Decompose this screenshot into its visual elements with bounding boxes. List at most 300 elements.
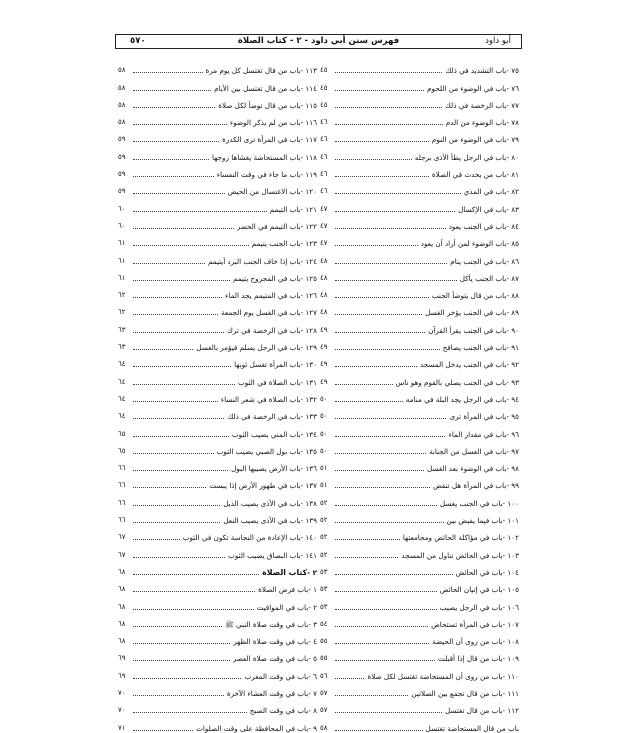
entry-page-number: ٦٥	[118, 446, 126, 455]
entry-page-number: ٤٦	[320, 152, 328, 161]
entry-page-number: ٦١	[118, 256, 126, 265]
entry-title: باب البصاق يصيب الثوب	[228, 550, 301, 560]
entry-title: باب في الجنب يدخل المسجد	[419, 360, 507, 370]
dot-leader	[133, 418, 224, 419]
entry-title: باب الجنب يأكل	[459, 273, 507, 283]
entry-title: باب في مؤاكلة الحائض ومجامعتها	[402, 533, 503, 543]
entry-number: ٩٤ -	[506, 394, 519, 404]
entry-number: ٨٩ -	[506, 308, 519, 318]
entry-number: ٨٤ -	[506, 221, 519, 231]
dot-leader	[335, 574, 453, 575]
index-column-right	[320, 58, 519, 733]
index-entry	[320, 473, 519, 490]
entry-page-number: ٥٢	[320, 550, 328, 559]
index-entry	[118, 369, 317, 386]
entry-page-number: ٦٧	[118, 533, 126, 542]
entry-number: ٨٨ -	[506, 291, 519, 301]
entry-number: ٧٨ -	[506, 118, 519, 128]
dot-leader	[335, 366, 417, 367]
entry-title: باب من روى أن الحيضة	[432, 637, 503, 647]
dot-leader	[335, 470, 424, 471]
entry-number: ٢ -	[307, 567, 317, 577]
entry-title: باب في الرجل يسلم فيؤمر بالغسل	[196, 343, 301, 353]
entry-page-number: ٤٥	[320, 83, 328, 92]
entry-title: باب في الأذى يصيب النعل	[223, 516, 301, 526]
entry-number: ٧٦ -	[506, 83, 519, 93]
entry-page-number: ٦٩	[118, 654, 126, 663]
entry-title: باب في الأذى يصيب الذيل	[223, 498, 301, 508]
entry-title: باب من يحدث في الصلاة	[431, 170, 507, 180]
dot-leader	[133, 384, 235, 385]
dot-leader	[133, 228, 234, 229]
dot-leader	[335, 314, 422, 315]
entry-title: باب من قال تغتسل بين الأيام	[214, 83, 301, 93]
entry-number: ١٤١ -	[300, 550, 317, 560]
entry-number: ١٢٩ -	[300, 343, 317, 353]
index-entry	[320, 456, 519, 473]
entry-page-number: ٤٨	[320, 256, 328, 265]
index-entry	[118, 421, 317, 438]
entry-title: باب من قال يتوضأ الجنب	[431, 291, 507, 301]
dot-leader	[335, 626, 428, 627]
entry-title: باب الصلاة في الثوب	[237, 377, 301, 387]
entry-number: ٦ -	[308, 671, 317, 681]
index-entry	[118, 490, 317, 507]
entry-number: ١٢٧ -	[300, 308, 317, 318]
dot-leader	[335, 522, 444, 523]
entry-title: باب في الجنب يصلي بالقوم وهو ناس	[395, 377, 507, 387]
entry-title: باب في المحافظة على وقت الصلوات	[196, 723, 309, 733]
entry-number: ١٢٨ -	[300, 325, 317, 335]
entry-title: باب في مقدار الماء	[448, 429, 507, 439]
entry-page-number: ٤٥	[320, 100, 328, 109]
index-entry	[320, 629, 519, 646]
entry-title: باب في الرخصة في ذلك	[227, 412, 301, 422]
entry-title: باب في المتيمم يجد الماء	[225, 291, 301, 301]
dot-leader	[133, 695, 224, 696]
index-entry	[118, 715, 317, 732]
entry-number: ١٠٠ -	[502, 498, 519, 508]
entry-page-number: ٥٨	[118, 118, 126, 127]
entry-number: ٧ -	[308, 688, 317, 698]
entry-title: باب في وقت صلاة الظهر	[233, 637, 309, 647]
entry-page-number: ٦٧	[118, 550, 126, 559]
index-entry	[320, 93, 519, 110]
entry-number: ٢ -	[308, 602, 317, 612]
entry-title: باب من قال توضأ لكل صلاة	[218, 100, 301, 110]
entry-page-number: ٤٦	[320, 135, 328, 144]
entry-title: باب في الوضوء من النوم	[431, 135, 507, 145]
entry-number: ٩٦ -	[506, 429, 519, 439]
entry-number: ١٠١ -	[502, 516, 519, 526]
index-entry	[320, 162, 519, 179]
entry-title: باب من قال تغتسل كل يوم مرة	[205, 66, 301, 76]
entry-number: ١٣٩ -	[300, 516, 317, 526]
dot-leader	[133, 124, 227, 125]
entry-number: ١١٤ -	[300, 83, 317, 93]
entry-title: باب من قال تغتسل	[445, 706, 503, 716]
entry-number: ١٣٧ -	[300, 481, 317, 491]
entry-title: باب فيما يفيض بين	[446, 516, 503, 526]
dot-leader	[335, 141, 429, 142]
entry-title: باب في المرأة ترى الكدرة	[222, 135, 301, 145]
dot-leader	[133, 557, 225, 558]
entry-title: باب الرخصة في ذلك	[445, 100, 507, 110]
entry-number: ٨٧ -	[506, 273, 519, 283]
index-entry	[118, 300, 317, 317]
entry-page-number: ٥٠	[320, 412, 328, 421]
index-entry	[320, 248, 519, 265]
entry-number: ١١٠ -	[502, 671, 519, 681]
index-entry	[118, 214, 317, 231]
entry-title: باب في المجروح يتيمم	[232, 273, 301, 283]
entry-page-number: ٤٥	[320, 66, 328, 75]
index-entry	[118, 75, 317, 92]
dot-leader	[335, 609, 437, 610]
dot-leader	[335, 72, 442, 73]
entry-number: ١١٨ -	[300, 152, 317, 162]
entry-title: باب في الجنب يؤخر الغسل	[425, 308, 507, 318]
dot-leader	[133, 712, 247, 713]
dot-leader	[133, 470, 228, 471]
entry-number: ١٢٤ -	[300, 256, 317, 266]
entry-title: باب في وقت صلاة النبي ﷺ	[225, 619, 309, 629]
entry-title: باب في الرجل يطأ الأذى برجله	[414, 152, 507, 162]
entry-number: ١٢٥ -	[300, 273, 317, 283]
entry-page-number: ٤٩	[320, 325, 328, 334]
entry-number: ٧٩ -	[506, 135, 519, 145]
dot-leader	[335, 384, 393, 385]
entry-page-number: ٥٥	[320, 637, 328, 646]
entry-page-number: ٦٥	[118, 429, 126, 438]
entry-title: باب الوضوء من الدم	[445, 118, 507, 128]
header-page-number: ٥٧٠	[130, 36, 146, 46]
index-entry	[118, 473, 317, 490]
entry-title: باب في الغسل يوم الجمعة	[221, 308, 301, 318]
entry-title: باب في الحائض	[455, 567, 503, 577]
dot-leader	[133, 211, 267, 212]
entry-page-number: ٥٦	[320, 671, 328, 680]
dot-leader	[133, 539, 180, 540]
entry-page-number: ٦٣	[118, 343, 126, 352]
entry-title: باب في الوضوء من اللحوم	[427, 83, 507, 93]
dot-leader	[335, 539, 400, 540]
entry-number: ١٣٦ -	[300, 464, 317, 474]
dot-leader	[133, 263, 205, 264]
dot-leader	[133, 366, 231, 367]
index-entry	[320, 698, 519, 715]
entry-number: ١٣٢ -	[300, 394, 317, 404]
entry-number: ١٣٣ -	[300, 412, 317, 422]
dot-leader	[133, 193, 225, 194]
entry-title: باب في طهور الأرض إذا يبست	[209, 481, 301, 491]
entry-title: باب الاغتسال من الحيض	[227, 187, 301, 197]
entry-page-number: ٦٨	[118, 585, 126, 594]
dot-leader	[133, 401, 218, 402]
dot-leader	[133, 574, 259, 575]
entry-title: باب في المرأة تستحاض	[431, 619, 503, 629]
index-entry	[118, 144, 317, 161]
index-entry	[118, 179, 317, 196]
dot-leader	[133, 280, 230, 281]
entry-page-number: ٧٠	[118, 706, 126, 715]
index-entry	[118, 594, 317, 611]
index-entry	[320, 144, 519, 161]
entry-number: ١٠٩ -	[502, 654, 519, 664]
dot-leader	[133, 72, 203, 73]
index-entry	[118, 110, 317, 127]
dot-leader	[335, 712, 442, 713]
entry-title: باب في الجنب يغسل	[439, 498, 503, 508]
entry-title: باب في وقت المغرب	[244, 671, 309, 681]
entry-number: ١٣٤ -	[300, 429, 317, 439]
entry-number: ٩٩ -	[506, 481, 519, 491]
entry-number: ١٣٥ -	[300, 446, 317, 456]
index-entry	[320, 369, 519, 386]
index-entry	[320, 214, 519, 231]
entry-number: ٣ -	[308, 619, 317, 629]
index-entry	[320, 542, 519, 559]
entry-number: ١٠٧ -	[502, 619, 519, 629]
entry-title: باب من قال تجمع بين الصلاتين	[411, 688, 503, 698]
index-entry	[118, 439, 317, 456]
entry-page-number: ٥٨	[320, 723, 328, 732]
entry-title: باب في الجنب يعود	[448, 221, 507, 231]
entry-number: ٥ -	[308, 654, 317, 664]
dot-leader	[335, 487, 430, 488]
entry-number: ١١٣ -	[300, 66, 317, 76]
entry-page-number: ٦٨	[118, 619, 126, 628]
entry-number: ١٠٨ -	[502, 637, 519, 647]
entry-title: باب في وقت الصبح	[249, 706, 309, 716]
entry-page-number: ٦٨	[118, 637, 126, 646]
entry-page-number: ٥٣	[320, 602, 328, 611]
entry-title: باب من قال المستحاضة تغتسل	[425, 723, 519, 733]
entry-page-number: ٦٨	[118, 602, 126, 611]
dot-leader	[133, 453, 214, 454]
index-entry	[118, 629, 317, 646]
entry-page-number: ٥٨	[118, 100, 126, 109]
entry-number: ٨٦ -	[506, 256, 519, 266]
dot-leader	[335, 245, 418, 246]
index-entry	[320, 179, 519, 196]
entry-page-number: ٥١	[320, 481, 328, 490]
dot-leader	[133, 90, 211, 91]
entry-page-number: ٦٤	[118, 360, 126, 369]
dot-leader	[335, 418, 446, 419]
entry-title: باب ما جاء في وقت النفساء	[216, 170, 301, 180]
index-entry	[320, 421, 519, 438]
entry-title: باب في الرجل يصيب	[439, 602, 503, 612]
entry-page-number: ٥٢	[320, 498, 328, 507]
index-entry	[320, 231, 519, 248]
entry-page-number: ٤٨	[320, 291, 328, 300]
entry-title: باب في الرخصة في ترك	[226, 325, 301, 335]
entry-title: باب في المواقيت	[256, 602, 309, 612]
dot-leader	[133, 678, 241, 679]
index-entry	[320, 646, 519, 663]
entry-page-number: ٤٦	[320, 118, 328, 127]
entry-title: باب في الحائض تناول من المسجد	[401, 550, 503, 560]
index-entry	[118, 387, 317, 404]
dot-leader	[335, 159, 412, 160]
entry-number: ٩ -	[308, 723, 317, 733]
entry-number: ١٠٥ -	[502, 585, 519, 595]
entry-page-number: ٦٤	[118, 412, 126, 421]
dot-leader	[335, 90, 424, 91]
entry-title: باب في الجنب يصافح	[442, 343, 507, 353]
entry-title: باب من لم يذكر الوضوء	[229, 118, 301, 128]
entry-page-number: ٥٩	[118, 187, 126, 196]
entry-page-number: ٥٣	[320, 567, 328, 576]
entry-number: ١١٩ -	[300, 170, 317, 180]
index-entry	[320, 439, 519, 456]
dot-leader	[133, 314, 218, 315]
dot-leader	[133, 643, 230, 644]
entry-number: ٧٥ -	[506, 66, 519, 76]
entry-page-number: ٦٩	[118, 671, 126, 680]
entry-page-number: ٤٧	[320, 239, 328, 248]
entry-number: ١١٦ -	[300, 118, 317, 128]
entry-page-number: ٤٧	[320, 221, 328, 230]
index-entry	[320, 352, 519, 369]
dot-leader	[335, 730, 423, 731]
entry-number: ٩٨ -	[506, 464, 519, 474]
index-entry	[118, 542, 317, 559]
entry-title: باب الصلاة في شعر النساء	[220, 394, 301, 404]
entry-page-number: ٦٢	[118, 308, 126, 317]
entry-page-number: ٦٨	[118, 567, 126, 576]
index-entry	[118, 248, 317, 265]
entry-page-number: ٥٣	[320, 585, 328, 594]
index-entry	[320, 266, 519, 283]
index-entry	[320, 612, 519, 629]
entry-number: ١٢٣ -	[300, 239, 317, 249]
dot-leader	[133, 505, 220, 506]
entry-page-number: ٥٨	[118, 66, 126, 75]
index-entry	[118, 317, 317, 334]
entry-title: باب فرض الصلاة	[258, 585, 309, 595]
entry-title: باب المستحاضة يغشاها زوجها	[212, 152, 301, 162]
entry-page-number: ٧١	[118, 723, 126, 732]
index-entry	[320, 560, 519, 577]
entry-number: ٩٣ -	[506, 377, 519, 387]
entry-title: باب من روى أن المستحاضة تغتسل لكل صلاة	[367, 671, 503, 681]
entry-page-number: ٤٩	[320, 360, 328, 369]
entry-page-number: ٤٧	[320, 204, 328, 213]
entry-page-number: ٥٨	[118, 83, 126, 92]
entry-title: باب في إتيان الحائض	[439, 585, 503, 595]
dot-leader	[133, 436, 229, 437]
index-entry	[320, 196, 519, 213]
entry-number: ١٠٤ -	[502, 567, 519, 577]
index-entry	[118, 577, 317, 594]
dot-leader	[133, 107, 215, 108]
dot-leader	[335, 107, 442, 108]
index-entry	[118, 508, 317, 525]
entry-number: ١ -	[308, 585, 317, 595]
dot-leader	[335, 436, 445, 437]
entry-page-number: ٦٤	[118, 394, 126, 403]
entry-page-number: ٥٩	[118, 170, 126, 179]
index-entry	[118, 404, 317, 421]
dot-leader	[335, 678, 364, 679]
entry-number: ١١٧ -	[300, 135, 317, 145]
entry-number: ٧٧ -	[506, 100, 519, 110]
dot-leader	[335, 401, 403, 402]
index-entry	[118, 127, 317, 144]
entry-number: ١١٥ -	[300, 100, 317, 110]
dot-leader	[335, 591, 437, 592]
dot-leader	[133, 141, 219, 142]
entry-number: ٩٧ -	[506, 446, 519, 456]
entry-title: باب في الجنب يقرأ القرآن	[428, 325, 507, 335]
index-entry	[320, 283, 519, 300]
entry-number: ١٣١ -	[300, 377, 317, 387]
dot-leader	[335, 349, 440, 350]
index-entry	[118, 612, 317, 629]
entry-page-number: ٦٠	[118, 221, 126, 230]
index-entry	[320, 508, 519, 525]
entry-page-number: ٤٩	[320, 343, 328, 352]
entry-title: باب الأرض يصيبها البول	[231, 464, 301, 474]
entry-number: ٩٠ -	[506, 325, 519, 335]
index-entry	[320, 127, 519, 144]
entry-page-number: ٦٦	[118, 516, 126, 525]
entry-number: ٨٥ -	[506, 239, 519, 249]
dot-leader	[335, 124, 443, 125]
entry-number: ١٠٣ -	[502, 550, 519, 560]
dot-leader	[133, 626, 222, 627]
entry-page-number: ٥٧	[320, 688, 328, 697]
entry-title: باب بول الصبي يصيب الثوب	[216, 446, 301, 456]
index-entry	[320, 404, 519, 421]
entry-page-number: ٦٦	[118, 481, 126, 490]
index-entry	[118, 663, 317, 680]
entry-page-number: ٤٩	[320, 377, 328, 386]
entry-title: باب المرأة تغسل ثوبها	[234, 360, 301, 370]
entry-number: ٩٢ -	[506, 360, 519, 370]
entry-page-number: ٦٤	[118, 377, 126, 386]
dot-leader	[133, 591, 255, 592]
entry-number: ١١٢ -	[502, 706, 519, 716]
index-entry	[118, 58, 317, 75]
dot-leader	[133, 332, 224, 333]
index-entry	[118, 352, 317, 369]
index-entry	[320, 317, 519, 334]
index-entry	[118, 283, 317, 300]
entry-number: ١٠٦ -	[502, 602, 519, 612]
index-entry	[118, 231, 317, 248]
index-entry	[118, 681, 317, 698]
entry-title: كتاب الصلاة	[262, 567, 308, 577]
dot-leader	[335, 505, 437, 506]
entry-page-number: ٤٨	[320, 273, 328, 282]
entry-page-number: ٦٠	[118, 204, 126, 213]
entry-page-number: ٥٩	[118, 152, 126, 161]
dot-leader	[133, 487, 206, 488]
dot-leader	[335, 695, 408, 696]
entry-title: باب التشديد في ذلك	[445, 66, 507, 76]
index-entry	[118, 525, 317, 542]
index-entry	[118, 698, 317, 715]
index-entry	[320, 663, 519, 680]
dot-leader	[335, 660, 435, 661]
entry-page-number: ٤٦	[320, 170, 328, 179]
entry-page-number: ٥٢	[320, 533, 328, 542]
entry-number: ٨١ -	[506, 170, 519, 180]
entry-page-number: ٥٩	[118, 135, 126, 144]
